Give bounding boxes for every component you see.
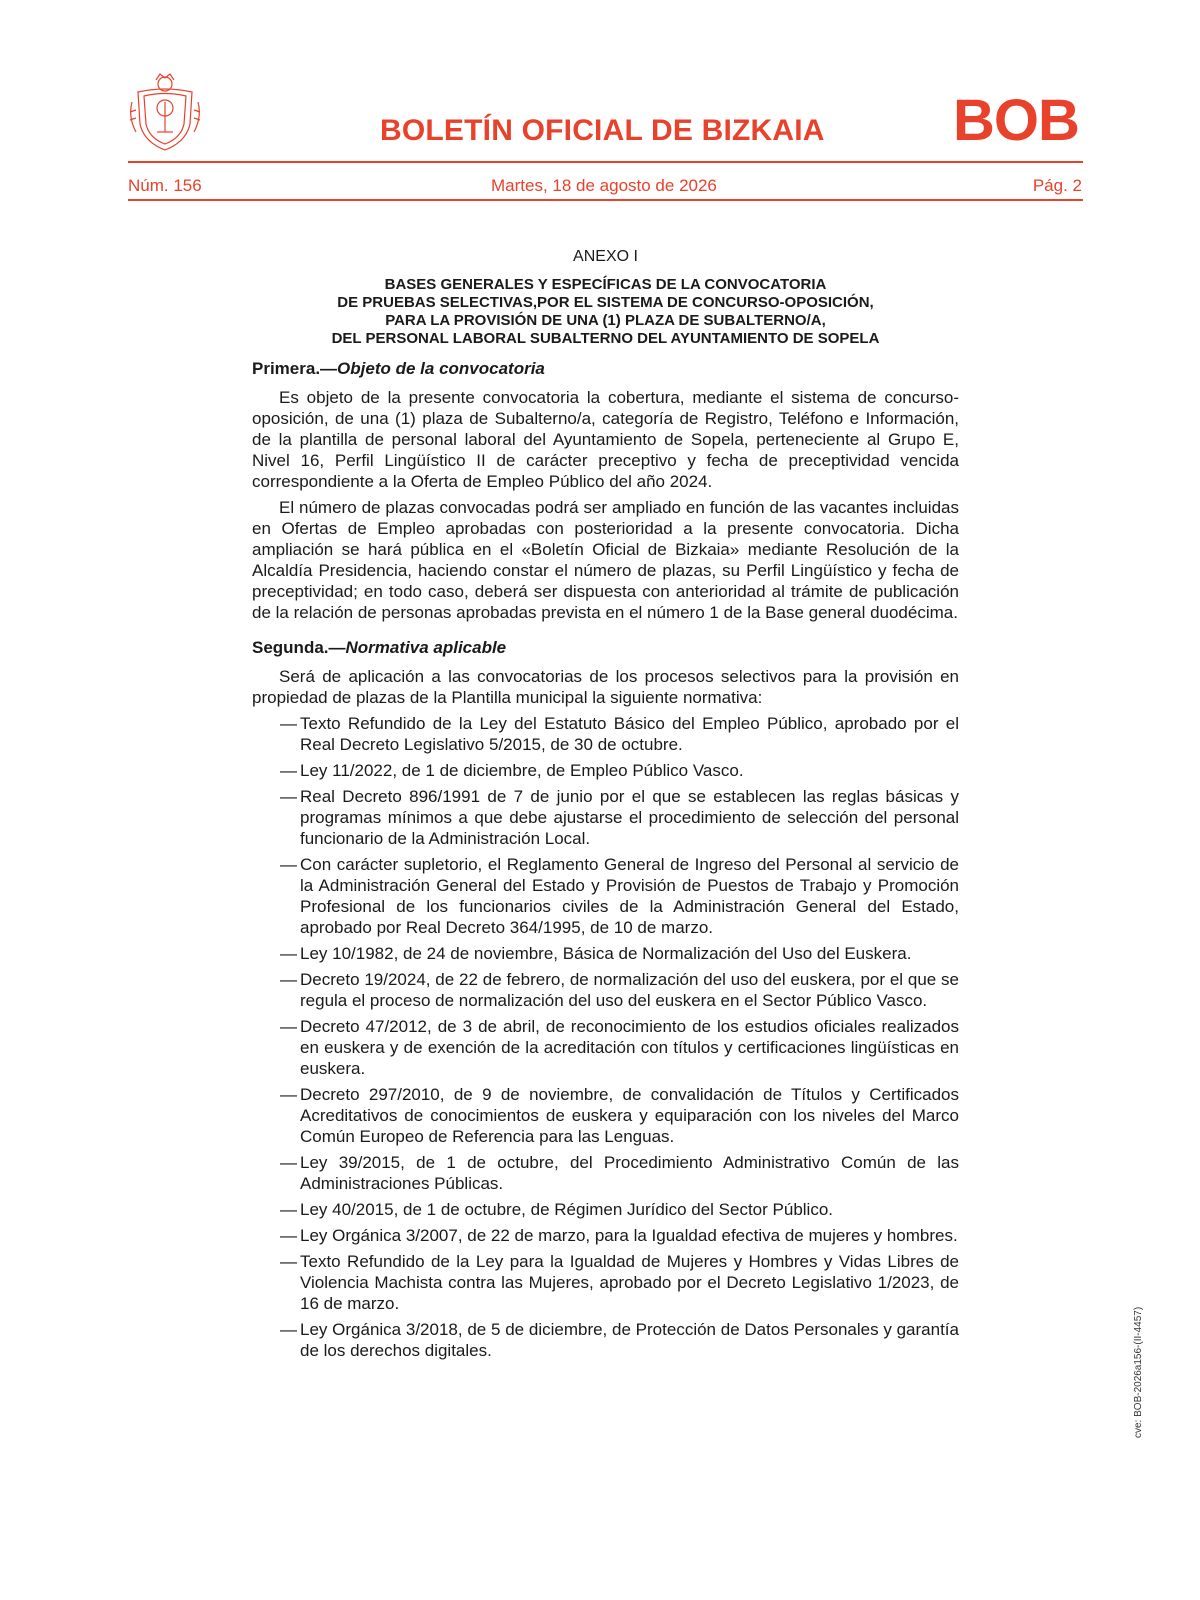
dash-marker: — — [280, 1017, 297, 1036]
list-item — [252, 1225, 959, 1246]
dash-marker: — — [280, 855, 297, 874]
coat-of-arms-icon — [126, 72, 204, 154]
annex-heading-line: DE PRUEBAS SELECTIVAS,POR EL SISTEMA DE CONCURSO-OPOSICIÓN, — [337, 294, 874, 311]
dash-marker: — — [280, 970, 297, 989]
section-heading — [252, 637, 959, 658]
list-item — [252, 1016, 959, 1079]
list-item-text: Ley 10/1982, de 24 de noviembre, Básica de Normalización del Uso del Euskera. — [300, 944, 912, 963]
list-item-text: Decreto 297/2010, de 9 de noviembre, de convalidación de Títulos y Certificados Acreditativos de conocimientos de euskera y equiparación con los niveles del Marco Común Europeo de Referencia para las Lenguas. — [300, 1085, 959, 1146]
list-item — [252, 854, 959, 938]
dash-marker: — — [280, 1226, 297, 1245]
list-item-text: Decreto 47/2012, de 3 de abril, de reconocimiento de los estudios oficiales realizados en euskera y de exención de la acreditación con títulos y certificaciones lingüísticas en euskera. — [300, 1017, 959, 1078]
dash-marker: — — [280, 714, 297, 733]
bulletin-title: BOLETÍN OFICIAL DE BIZKAIA — [380, 114, 825, 147]
annex-heading-line: BASES GENERALES Y ESPECÍFICAS DE LA CONVOCATORIA — [384, 276, 827, 293]
list-item — [252, 1251, 959, 1314]
list-item-text: Ley Orgánica 3/2018, de 5 de diciembre, de Protección de Datos Personales y garantía de los derechos digitales. — [300, 1320, 959, 1360]
cve-identifier: cve: BOB-2026a156-(II-4457) — [1133, 1306, 1144, 1438]
annex-heading-line: DEL PERSONAL LABORAL SUBALTERNO DEL AYUNTAMIENTO DE SOPELA — [331, 330, 880, 347]
list-item-text: Ley 39/2015, de 1 de octubre, del Procedimiento Administrativo Común de las Administraciones Públicas. — [300, 1153, 959, 1193]
list-item — [252, 943, 959, 964]
list-item-text: Ley 40/2015, de 1 de octubre, de Régimen Jurídico del Sector Público. — [300, 1200, 834, 1219]
bulletin-abbreviation: BOB — [953, 88, 1079, 153]
list-item — [252, 1199, 959, 1220]
paragraph: Será de aplicación a las convocatorias de los procesos selectivos para la provisión en propiedad de plazas de la Plantilla municipal la siguiente normativa: — [252, 667, 959, 707]
list-item — [252, 760, 959, 781]
section-label: Primera.— — [252, 359, 338, 378]
list-item-text: Ley 11/2022, de 1 de diciembre, de Empleo Público Vasco. — [300, 761, 744, 780]
list-item-text: Decreto 19/2024, de 22 de febrero, de normalización del uso del euskera, por el que se regula el proceso de normalización del uso del euskera en el Sector Público Vasco. — [300, 970, 959, 1010]
paragraph: Es objeto de la presente convocatoria la cobertura, mediante el sistema de concurso-oposición, de una (1) plaza de Subalterno/a, categoría de Registro, Teléfono e Información, de la plantilla de personal laboral del Ayuntamiento de Sopela, perteneciente al Grupo E, Nivel 16, Perfil Lingüístico II de carácter preceptivo y fecha de preceptividad vencida correspondiente a la Oferta de Empleo Público del año 2024. — [252, 388, 959, 491]
dash-marker: — — [280, 1153, 297, 1172]
dash-marker: — — [280, 1085, 297, 1104]
annex-label: ANEXO I — [573, 248, 638, 265]
paragraph: El número de plazas convocadas podrá ser ampliado en función de las vacantes incluidas en Ofertas de Empleo aprobadas con posterioridad a la presente convocatoria. Dicha ampliación se hará pública en el «Boletín Oficial de Bizkaia» mediante Resolución de la Alcaldía Presidencia, haciendo constar el número de plazas, su Perfil Lingüístico y fecha de preceptividad; en todo caso, deberá ser dispuesta con anterioridad al trámite de publicación de la relación de personas aprobadas prevista en el número 1 de la Base general duodécima. — [252, 498, 959, 622]
dash-marker: — — [280, 1200, 297, 1219]
list-item — [252, 1084, 959, 1147]
section-title: Objeto de la convocatoria — [337, 359, 545, 378]
annex-heading-line: PARA LA PROVISIÓN DE UNA (1) PLAZA DE SUBALTERNO/A, — [385, 312, 826, 329]
list-item — [252, 713, 959, 755]
list-item-text: Real Decreto 896/1991 de 7 de junio por el que se establecen las reglas básicas y programas mínimos a que debe ajustarse el procedimiento de selección del personal funcionario de la Administración Local. — [300, 787, 959, 848]
issue-number: Núm. 156 — [128, 176, 202, 195]
header-rule-top — [128, 161, 1083, 163]
list-item — [252, 969, 959, 1011]
dash-marker: — — [280, 944, 297, 963]
dash-marker: — — [280, 761, 297, 780]
page-number: Pág. 2 — [1032, 176, 1082, 195]
section-title: Normativa aplicable — [345, 638, 507, 657]
annex-heading — [252, 276, 959, 348]
list-item — [252, 1152, 959, 1194]
dash-marker: — — [280, 1320, 297, 1339]
list-item-text: Texto Refundido de la Ley para la Igualdad de Mujeres y Hombres y Vidas Libres de Violencia Machista contra las Mujeres, aprobado por el Decreto Legislativo 1/2023, de 16 de marzo. — [300, 1252, 959, 1313]
document-body — [252, 246, 959, 1366]
dash-marker: — — [280, 1252, 297, 1271]
header-rule-bottom — [128, 199, 1083, 201]
list-item — [252, 786, 959, 849]
section-label: Segunda.— — [252, 638, 346, 657]
section-heading — [252, 358, 959, 379]
issue-date: Martes, 18 de agosto de 2026 — [491, 176, 717, 195]
list-item-text: Texto Refundido de la Ley del Estatuto Básico del Empleo Público, aprobado por el Real Decreto Legislativo 5/2015, de 30 de octubre. — [300, 714, 959, 754]
list-item — [252, 1319, 959, 1361]
dash-marker: — — [280, 787, 297, 806]
list-item-text: Con carácter supletorio, el Reglamento General de Ingreso del Personal al servicio de la Administración General del Estado y Provisión de Puestos de Trabajo y Promoción Profesional de los funcionarios civiles de la Administración General del Estado, aprobado por Real Decreto 364/1995, de 10 de marzo. — [300, 855, 959, 937]
regulation-list — [252, 713, 959, 1361]
list-item-text: Ley Orgánica 3/2007, de 22 de marzo, para la Igualdad efectiva de mujeres y hombres. — [300, 1226, 958, 1245]
